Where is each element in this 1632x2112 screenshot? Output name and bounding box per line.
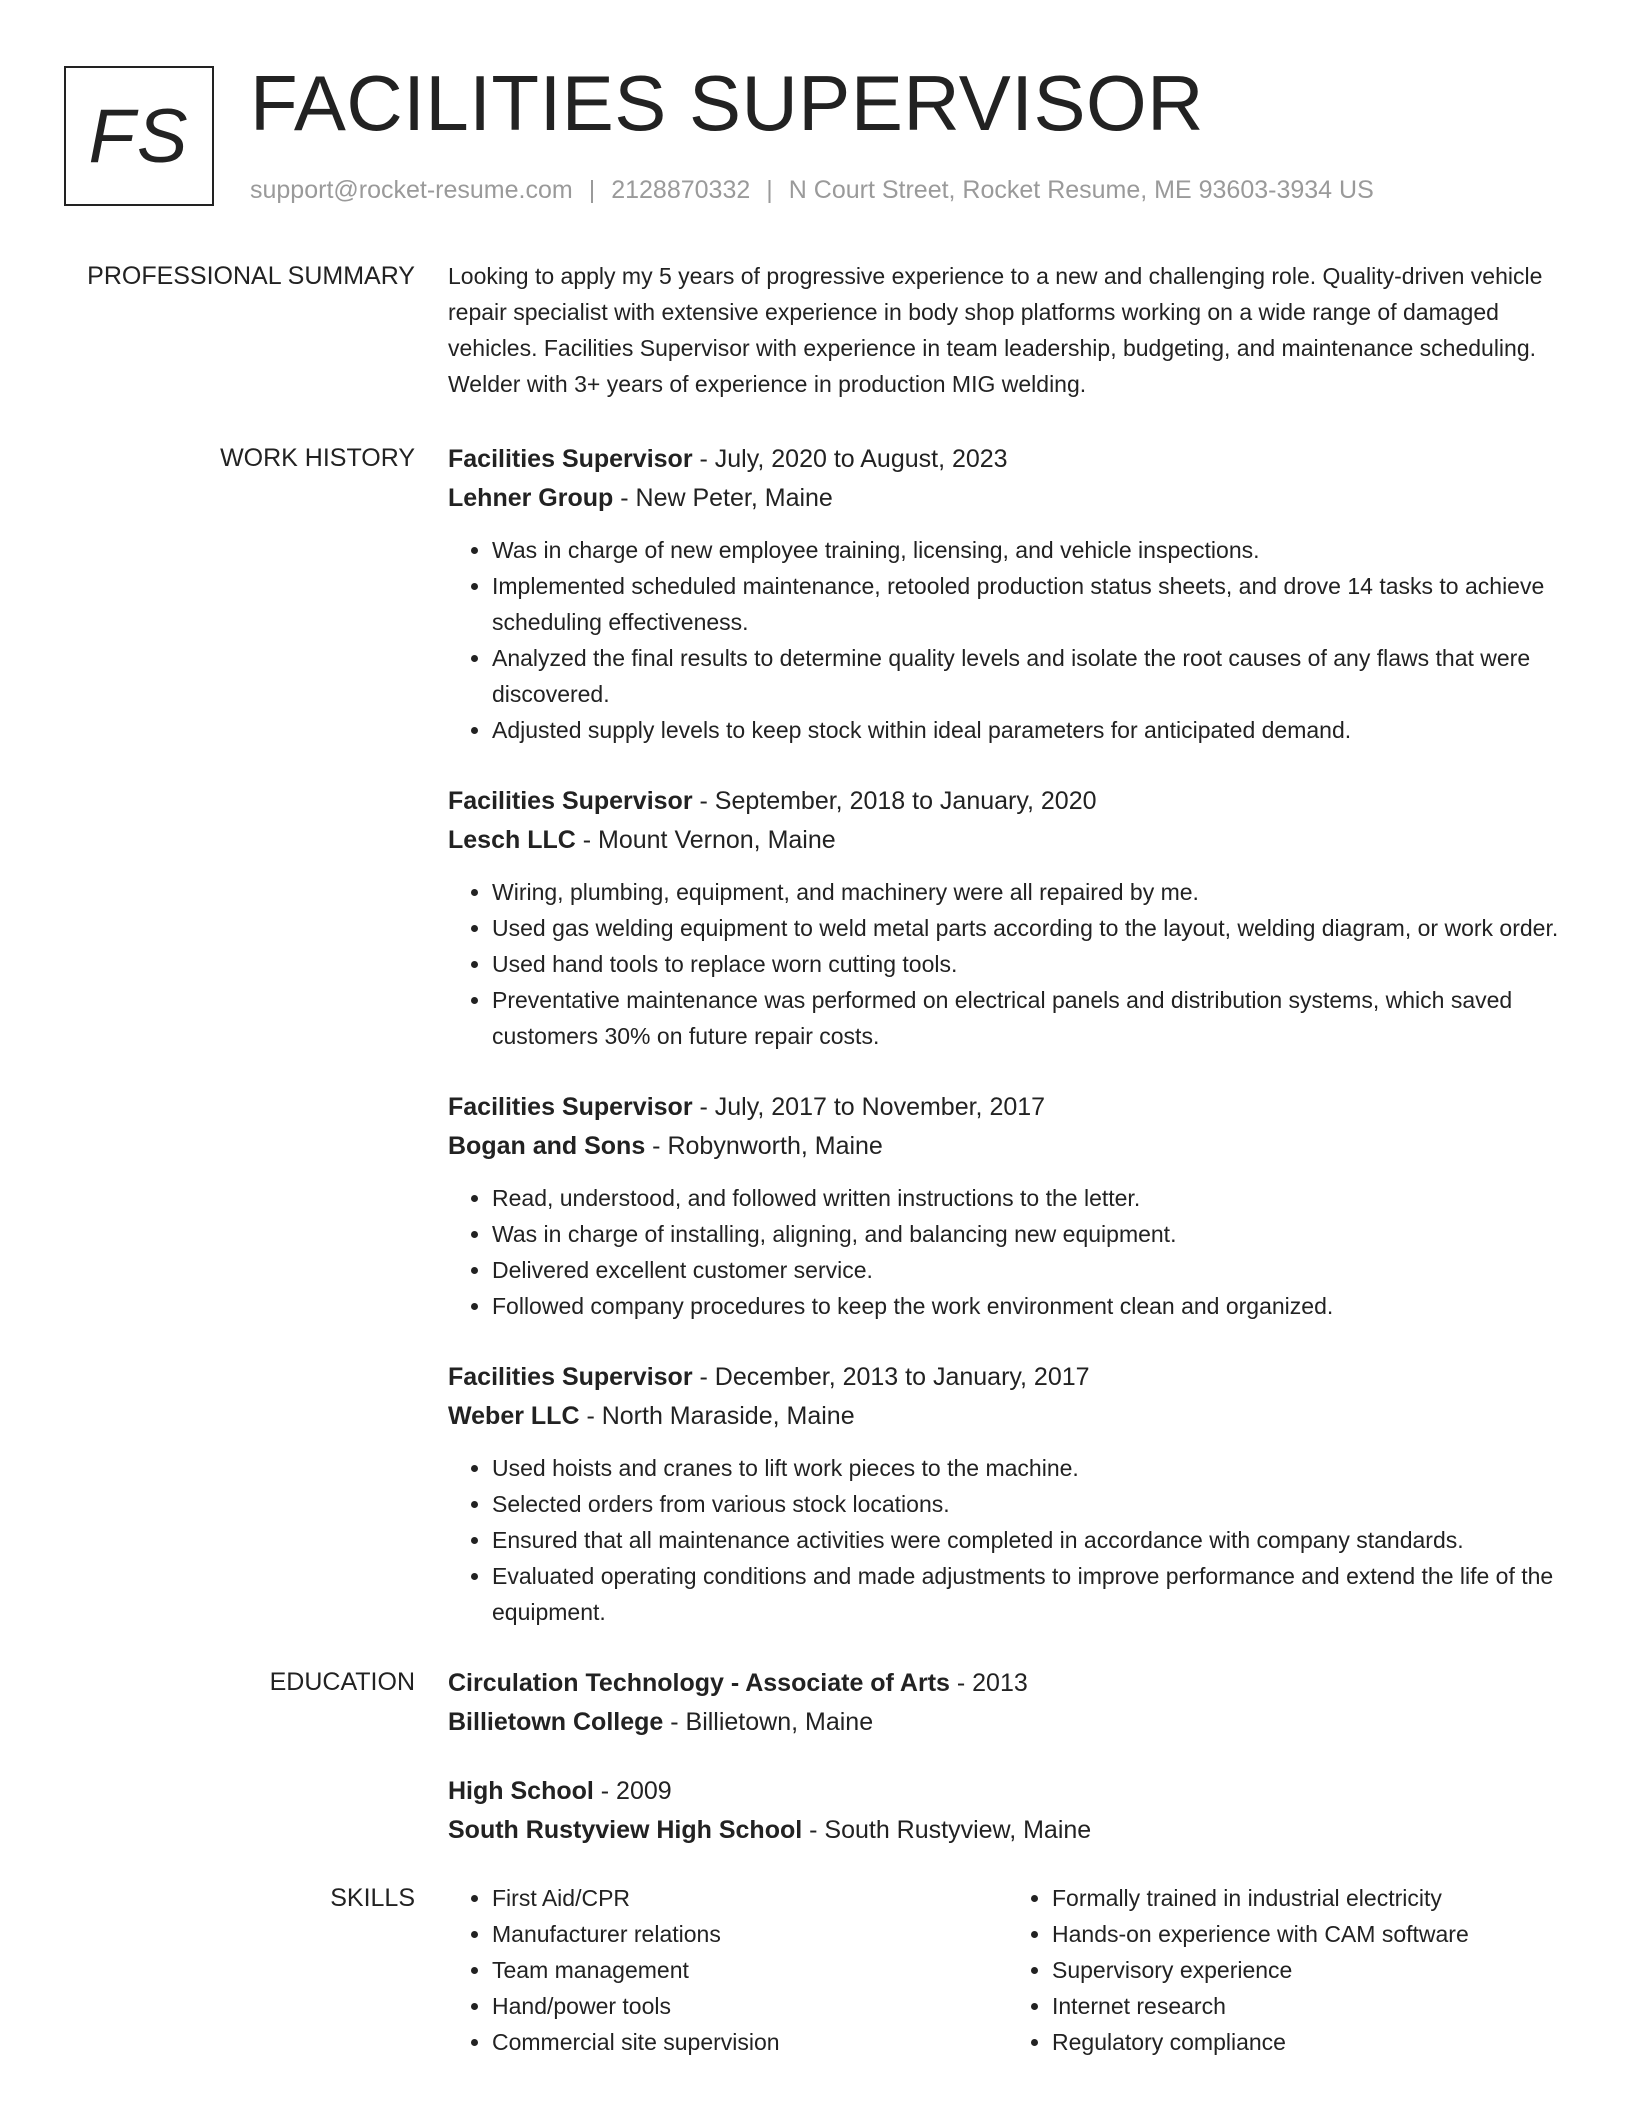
job-title: Facilities Supervisor <box>448 787 693 815</box>
job-location: - Mount Vernon, Maine <box>575 826 836 854</box>
education-year: - 2013 <box>949 1669 1028 1697</box>
skill-item: • Manufacturer relations <box>492 1916 1008 1952</box>
job-title: Facilities Supervisor <box>448 1363 693 1391</box>
skill-item: • Regulatory compliance <box>1052 2024 1568 2060</box>
skill-item: • Formally trained in industrial electricity <box>1052 1880 1568 1916</box>
job-duty: • Used gas welding equipment to weld metal parts according to the layout, welding diagram, or work order. <box>492 910 1568 946</box>
job-duty: • Selected orders from various stock locations. <box>492 1486 1568 1522</box>
job-dates: - July, 2017 to November, 2017 <box>692 1093 1046 1121</box>
job-duty: • Read, understood, and followed written instructions to the letter. <box>492 1180 1568 1216</box>
education-school: Billietown College <box>448 1708 664 1736</box>
job-location: - New Peter, Maine <box>613 484 833 512</box>
section-label-education: EDUCATION <box>269 1668 415 1696</box>
education-entry <box>448 1664 1568 1742</box>
contact-separator: | <box>588 176 596 204</box>
job-dates: - September, 2018 to January, 2020 <box>692 787 1097 815</box>
job-duty: • Adjusted supply levels to keep stock within ideal parameters for anticipated demand. <box>492 712 1568 748</box>
job-entry <box>448 782 1568 1054</box>
job-company: Bogan and Sons <box>448 1132 646 1160</box>
skills-section <box>0 1880 1632 2060</box>
skill-item: • Internet research <box>1052 1988 1568 2024</box>
contact-line <box>250 174 1374 206</box>
job-duties <box>448 874 1568 1054</box>
initials-monogram <box>64 66 214 206</box>
job-company: Lesch LLC <box>448 826 576 854</box>
job-duty: • Evaluated operating conditions and made adjustments to improve performance and extend the life of the equipment. <box>492 1558 1568 1630</box>
education-school: South Rustyview High School <box>448 1816 803 1844</box>
section-label-work-history: WORK HISTORY <box>220 444 415 472</box>
job-duty: • Used hand tools to replace worn cutting tools. <box>492 946 1568 982</box>
skill-item: • Hand/power tools <box>492 1988 1008 2024</box>
job-duty: • Used hoists and cranes to lift work pieces to the machine. <box>492 1450 1568 1486</box>
job-duty: • Analyzed the final results to determine quality levels and isolate the root causes of any flaws that were discovered. <box>492 640 1568 712</box>
job-duties <box>448 1180 1568 1324</box>
job-duties <box>448 532 1568 748</box>
job-dates: - December, 2013 to January, 2017 <box>692 1363 1090 1391</box>
job-entry <box>448 440 1568 748</box>
education-degree: High School <box>448 1777 594 1805</box>
job-title: Facilities Supervisor <box>448 1093 693 1121</box>
education-degree: Circulation Technology - Associate of Arts <box>448 1669 950 1697</box>
skill-item: • Team management <box>492 1952 1008 1988</box>
summary-text: Looking to apply my 5 years of progressive experience to a new and challenging role. Quality-driven vehicle repair specialist with extensive experience in body shop platforms working on a wide range of damaged vehicles. Facilities Supervisor with experience in team leadership, budgeting, and maintenance scheduling. Welder with 3+ years of experience in production MIG welding. <box>448 263 1543 397</box>
education-location: - South Rustyview, Maine <box>802 1816 1092 1844</box>
skill-item: • Hands-on experience with CAM software <box>1052 1916 1568 1952</box>
job-dates: - July, 2020 to August, 2023 <box>692 445 1008 473</box>
resume-title: FACILITIES SUPERVISOR <box>250 59 1205 147</box>
summary-section <box>0 258 1632 402</box>
job-company: Lehner Group <box>448 484 614 512</box>
skills-column-left <box>448 1880 1008 2060</box>
education-year: - 2009 <box>593 1777 672 1805</box>
job-entry <box>448 1088 1568 1324</box>
job-duty: • Was in charge of new employee training, licensing, and vehicle inspections. <box>492 532 1568 568</box>
job-duty: • Ensured that all maintenance activities were completed in accordance with company standards. <box>492 1522 1568 1558</box>
work-history-section <box>0 440 1632 1630</box>
contact-address: N Court Street, Rocket Resume, ME 93603-3934 US <box>788 176 1374 204</box>
job-entry <box>448 1358 1568 1630</box>
job-duty: • Implemented scheduled maintenance, retooled production status sheets, and drove 14 tasks to achieve scheduling effectiveness. <box>492 568 1568 640</box>
skills-column-right <box>1008 1880 1568 2060</box>
skill-item: • First Aid/CPR <box>492 1880 1008 1916</box>
job-duty: • Followed company procedures to keep the work environment clean and organized. <box>492 1288 1568 1324</box>
skills-grid <box>448 1880 1568 2060</box>
job-duty: • Was in charge of installing, aligning, and balancing new equipment. <box>492 1216 1568 1252</box>
section-label-summary: PROFESSIONAL SUMMARY <box>87 262 415 290</box>
contact-separator: | <box>766 176 773 204</box>
job-duty: • Preventative maintenance was performed on electrical panels and distribution systems, which saved customers 30% on future repair costs. <box>492 982 1568 1054</box>
section-label-skills: SKILLS <box>330 1884 415 1912</box>
job-duty: • Wiring, plumbing, equipment, and machinery were all repaired by me. <box>492 874 1568 910</box>
job-location: - Robynworth, Maine <box>645 1132 883 1160</box>
job-duties <box>448 1450 1568 1630</box>
skill-item: • Commercial site supervision <box>492 2024 1008 2060</box>
job-location: - North Maraside, Maine <box>579 1402 855 1430</box>
job-duty: • Delivered excellent customer service. <box>492 1252 1568 1288</box>
education-location: - Billietown, Maine <box>663 1708 874 1736</box>
education-entry <box>448 1772 1568 1850</box>
skill-item: • Supervisory experience <box>1052 1952 1568 1988</box>
contact-phone: 2128870332 <box>611 176 751 204</box>
resume-content <box>0 258 1632 2060</box>
job-title: Facilities Supervisor <box>448 445 693 473</box>
initials-text: FS <box>88 93 190 179</box>
education-section <box>0 1664 1632 1850</box>
job-company: Weber LLC <box>448 1402 580 1430</box>
contact-email: support@rocket-resume.com <box>250 176 573 204</box>
